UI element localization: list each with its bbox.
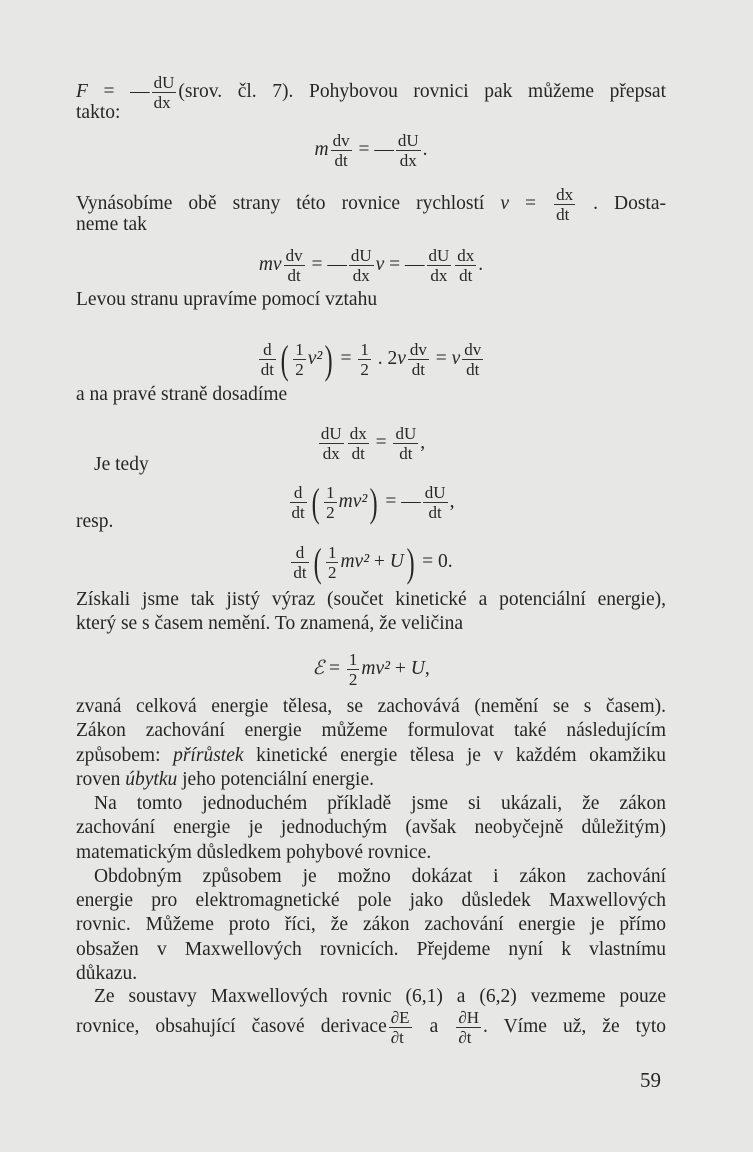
italic-text: mv² [340,550,370,572]
parenthesis: ( [313,539,322,585]
numerator: 1 [295,340,304,359]
text: (srov. čl. 7). Pohybovou rovnici pak můžeme přepsat [178,80,666,102]
text: rovnic. Můžeme proto říci, že zákon zachování energie je přímo [76,914,666,935]
text: a [413,1015,455,1037]
text-line [76,453,666,477]
numerator: 1 [360,340,369,359]
numerator: dU [395,424,417,443]
text: Obdobným způsobem je možno dokázat i zákon zachování [94,866,666,887]
numerator: dv [285,246,303,265]
denominator: dt [459,266,473,285]
numerator: dx [556,185,574,204]
numerator: dU [397,131,419,150]
text: Zákon zachování energie můžeme formulovat také následujícím [76,720,666,741]
fraction [284,246,305,285]
text: zachování energie je jednoduchým (avšak neobyčejně důležitým) [76,817,666,838]
text: Je tedy [94,454,149,475]
fraction [293,340,306,379]
text: + [389,657,411,679]
text: Levou stranu upravíme pomocí vztahu [76,289,378,310]
numerator: 1 [326,483,335,502]
parenthesis: ) [324,336,333,382]
denominator: dt [556,205,570,224]
italic-text: U [389,550,404,572]
denominator: dt [260,360,274,379]
text-line [76,841,666,865]
text-line [76,768,666,792]
denominator: 2 [348,670,358,689]
numerator: dU [153,73,175,92]
text-line [76,588,666,612]
text-line [76,865,666,889]
denominator: dt [428,503,442,522]
text: = [370,431,392,453]
text: Získali jsme tak jistý výraz (součet kinetické a potenciální energie), [76,589,666,610]
text-line [76,719,666,743]
text: který se s časem nemění. To znamená, že veličina [76,613,464,634]
text-line [76,985,666,1009]
italic-text: přírůstek [173,745,244,766]
text: , [449,490,455,512]
parenthesis: ) [406,539,415,585]
denominator: dt [411,360,425,379]
text: , [424,657,430,679]
text: = [335,347,357,369]
text-line [76,744,666,768]
text-line [76,288,666,312]
text: obsažen v Maxwellových rovnicích. Přejdeme nyní k vlastnímu [76,939,666,960]
text: způsobem: [76,745,174,766]
italic-text: ℰ [312,657,325,679]
text: , [420,431,426,453]
numerator: dU [350,246,372,265]
text: neme tak [76,214,147,235]
denominator: dt [399,444,413,463]
italic-text: v [451,347,461,369]
text-line [76,913,666,937]
numerator: dx [457,246,475,265]
fraction [462,340,483,379]
text: = 0. [417,550,453,572]
equation [76,246,666,285]
text: . [478,253,484,275]
denominator: dt [351,444,365,463]
text: důkazu. [76,963,138,984]
text: kinetické energie tělesa je v každém okamžiku [243,745,667,766]
text-line [76,612,666,636]
text-line [76,816,666,840]
italic-text: v [500,192,510,214]
numerator: 1 [348,650,358,669]
text: resp. [76,511,114,532]
text: + [369,550,390,572]
fraction [396,131,421,170]
denominator: 2 [360,360,369,379]
page-number: 59 [640,1068,661,1092]
text: = — [87,80,150,102]
equation [76,424,666,463]
italic-text: v² [307,347,323,369]
text-line [76,938,666,962]
denominator: dt [287,266,301,285]
numerator: dU [320,424,342,443]
numerator: d [291,543,308,563]
text: = — [384,253,425,275]
denominator: dt [334,151,348,170]
equation [76,539,666,585]
text: = — [380,490,421,512]
text-line [76,510,666,534]
text-line [76,73,666,112]
parenthesis: ) [369,479,378,525]
text: Vynásobíme obě strany této rovnice rychlostí [76,192,501,214]
fraction [408,340,429,379]
text-line [76,383,666,407]
italic-text: mv² [338,490,368,512]
fraction [259,340,276,379]
text-line [76,1008,666,1047]
text-line [76,889,666,913]
text: zvaná celková energie tělesa, se zachovává (nemění se s časem). [76,696,666,717]
fraction [347,650,360,689]
fraction [331,131,352,170]
text: = — [306,253,347,275]
italic-text: v [375,253,385,275]
fraction [455,246,476,285]
parenthesis: ( [311,479,320,525]
fraction [326,543,339,582]
text-line [76,213,666,237]
text: = [324,657,345,679]
numerator: d [290,483,307,503]
text-line [76,695,666,719]
italic-text: úbytku [125,769,178,790]
numerator: dx [349,424,367,443]
numerator: dU [424,483,446,502]
italic-text: v [397,347,406,369]
fraction [349,246,374,285]
text: Ze soustavy Maxwellových rovnic (6,1) a (6,2) vezmeme pouze [94,986,666,1007]
denominator: dt [293,563,307,582]
denominator: ∂t [390,1028,404,1047]
numerator: dv [464,340,482,359]
denominator: 2 [326,503,335,522]
numerator: ∂H [458,1008,479,1027]
denominator: dx [322,444,340,463]
numerator: ∂E [390,1008,410,1027]
text-line [76,101,666,125]
text: . Dosta- [577,192,666,214]
text: jeho potenciální energie. [177,769,374,790]
denominator: dx [399,151,417,170]
text: = [509,192,553,214]
text: . Víme už, že tyto [483,1015,666,1037]
fraction [427,246,452,285]
denominator: ∂t [458,1028,472,1047]
fraction [389,1008,412,1047]
denominator: dx [153,93,171,112]
denominator: dt [291,503,305,522]
denominator: 2 [295,360,304,379]
text: energie pro elektromagnetické pole jako důsledek Maxwellových [76,890,666,911]
denominator: dt [466,360,480,379]
italic-text: m [314,138,329,160]
parenthesis: ( [280,336,289,382]
italic-text: mv² [361,657,390,679]
numerator: dv [409,340,427,359]
text-line [76,185,666,224]
numerator: dv [332,131,350,150]
text: a na pravé straně dosadíme [76,384,288,405]
text: Na tomto jednoduchém příkladě jsme si ukázali, že zákon [94,793,666,814]
fraction [358,340,371,379]
text-line [76,792,666,816]
text-line [76,962,666,986]
text: = — [353,138,394,160]
text: roven [76,769,126,790]
text: . [422,138,428,160]
text: = [430,347,452,369]
text: . 2 [372,347,398,369]
text: matematickým důsledkem pohybové rovnice. [76,842,432,863]
equation [76,650,666,689]
italic-text: mv [258,253,282,275]
italic-text: U [410,657,425,679]
equation [76,336,666,382]
italic-text: F [76,80,88,102]
equation [76,131,666,170]
numerator: 1 [327,543,337,562]
denominator: dx [430,266,448,285]
fraction [456,1008,481,1047]
numerator: d [259,340,276,360]
denominator: dx [352,266,370,285]
numerator: dU [428,246,450,265]
text: takto: [76,102,121,123]
text: rovnice, obsahující časové derivace [76,1015,387,1037]
denominator: 2 [327,563,337,582]
fraction [291,543,308,582]
